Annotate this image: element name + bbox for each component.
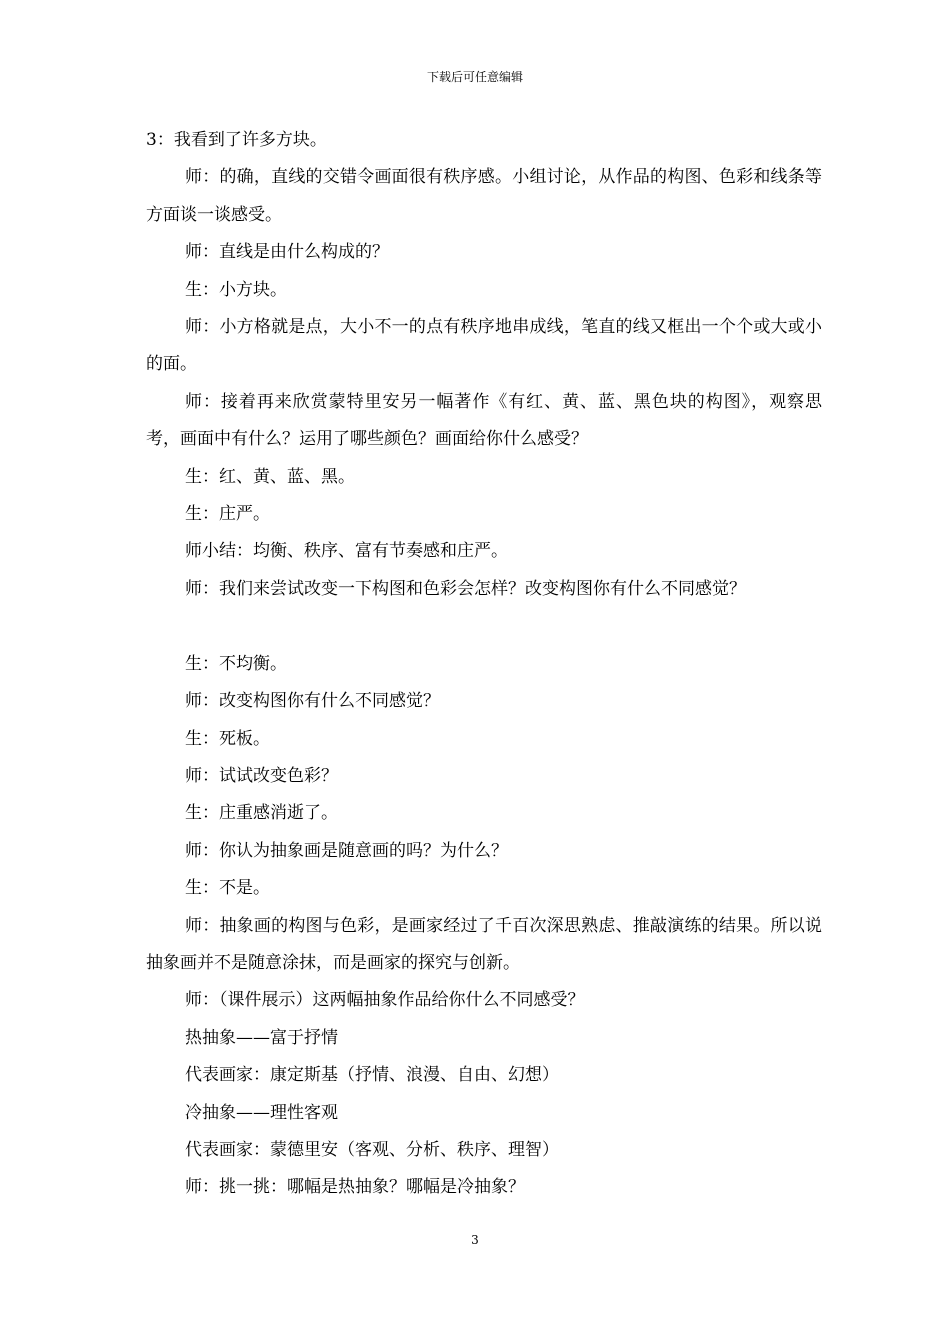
paragraph: 师：（课件展示）这两幅抽象作品给你什么不同感受？ — [185, 990, 585, 1011]
paragraph: 冷抽象——理性客观 — [185, 1102, 338, 1123]
paragraph: 生：红、黄、蓝、黑。 — [185, 466, 355, 487]
paragraph: 生：庄严。 — [185, 504, 270, 525]
paragraph: 师：你认为抽象画是随意画的吗？为什么？ — [185, 840, 508, 861]
paragraph: 师：的确，直线的交错令画面很有秩序感。小组讨论，从作品的构图、色彩和线条等方面谈一谈感受。 — [146, 167, 822, 225]
paragraph: 师：我们来尝试改变一下构图和色彩会怎样？改变构图你有什么不同感觉？ — [185, 578, 746, 599]
blank-line — [146, 608, 822, 645]
paragraph: 师：挑一挑：哪幅是热抽象？哪幅是冷抽象？ — [185, 1177, 525, 1198]
paragraph: 师小结：均衡、秩序、富有节奏感和庄严。 — [185, 541, 508, 562]
paragraph: 师：直线是由什么构成的？ — [185, 242, 389, 263]
paragraph: 生：庄重感消逝了。 — [185, 803, 338, 824]
paragraph: 生：死板。 — [185, 728, 270, 749]
paragraph: 生：不均衡。 — [185, 653, 287, 674]
paragraph: 师：抽象画的构图与色彩，是画家经过了千百次深思熟虑、推敲演练的结果。所以说抽象画并不是随意涂抹，而是画家的探究与创新。 — [146, 915, 822, 973]
paragraph: 热抽象——富于抒情 — [185, 1027, 338, 1048]
paragraph: 师：接着再来欣赏蒙特里安另一幅著作《有红、黄、蓝、黑色块的构图》，观察思考，画面中有什么？运用了哪些颜色？画面给你什么感受？ — [146, 391, 822, 450]
page-number: 3 — [471, 1233, 479, 1247]
paragraph: 生：小方块。 — [185, 279, 287, 300]
paragraph: 3：我看到了许多方块。 — [146, 130, 327, 150]
document-body — [146, 122, 822, 1207]
page-header: 下载后可任意编辑 — [426, 70, 523, 84]
paragraph: 师：改变构图你有什么不同感觉？ — [185, 691, 440, 712]
paragraph: 代表画家：康定斯基（抒情、浪漫、自由、幻想） — [185, 1065, 559, 1086]
paragraph: 师：小方格就是点，大小不一的点有秩序地串成线，笔直的线又框出一个个或大或小的面。 — [146, 317, 822, 375]
paragraph: 生：不是。 — [185, 878, 270, 899]
paragraph: 代表画家：蒙德里安（客观、分析、秩序、理智） — [185, 1139, 559, 1160]
paragraph: 师：试试改变色彩？ — [185, 765, 338, 786]
